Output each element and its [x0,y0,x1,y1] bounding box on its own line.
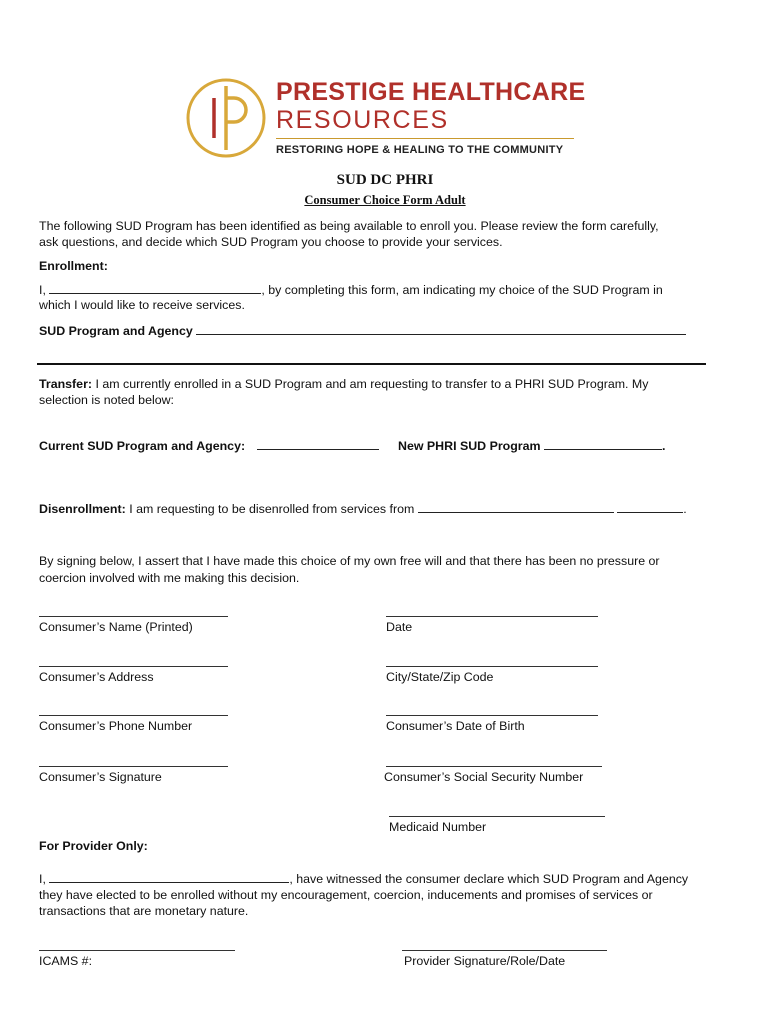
enrollment-statement [39,281,663,299]
form-title: SUD DC PHRI [336,172,434,188]
brand-name-line2: RESOURCES [276,106,449,134]
transfer-current-row [39,437,379,455]
brand-divider [276,138,574,139]
provider-signature-line[interactable] [402,950,607,951]
enrollment-i: I, [39,283,46,297]
disenrollment-heading: Disenrollment: [39,502,126,516]
consumer-dob-line[interactable] [386,715,598,716]
date-label: Date [386,620,413,634]
consumer-name-label: Consumer’s Name (Printed) [39,620,193,634]
consumer-address-label: Consumer’s Address [39,670,154,684]
consumer-address-line[interactable] [39,666,228,667]
enrollment-program-row [39,322,686,340]
brand-tagline: RESTORING HOPE & HEALING TO THE COMMUNITY [276,144,564,156]
provider-signature-label: Provider Signature/Role/Date [404,954,566,968]
consumer-signature-line[interactable] [39,766,228,767]
provider-text-line1: , have witnessed the consumer declare which SUD Program and Agency [289,872,689,886]
transfer-new-label: New PHRI SUD Program [398,439,541,453]
transfer-heading: Transfer: [39,377,93,391]
enrollment-heading: Enrollment: [39,259,108,273]
transfer-end-punct: . [661,439,666,453]
enrollment-text-line1: , by completing this form, am indicating my choice of the SUD Program in [261,283,663,297]
enrollment-name-field[interactable] [49,281,261,294]
form-subtitle: Consumer Choice Form Adult [304,193,466,207]
provider-i: I, [39,872,46,886]
transfer-new-field[interactable] [544,437,662,450]
date-line[interactable] [386,616,598,617]
provider-name-field[interactable] [49,870,289,883]
transfer-current-label: Current SUD Program and Agency: [39,439,246,453]
transfer-new-row [398,437,665,455]
city-state-zip-line[interactable] [386,666,598,667]
medicaid-number-label: Medicaid Number [389,820,487,834]
disenrollment-end-punct: . [683,502,687,516]
provider-statement [39,870,688,888]
enrollment-program-field[interactable] [196,322,686,335]
provider-heading: For Provider Only: [39,839,148,853]
disenrollment-program-field[interactable] [418,500,614,513]
disenrollment-text: I am requesting to be disenrolled from services from [125,502,415,516]
city-state-zip-label: City/State/Zip Code [386,670,494,684]
attestation-line2: coercion involved with me making this decision. [39,571,300,585]
medicaid-number-line[interactable] [389,816,605,817]
consumer-ssn-label: Consumer’s Social Security Number [384,770,584,784]
transfer-text-line1: I am currently enrolled in a SUD Program and am requesting to transfer to a PHRI SUD Program. My [92,377,649,391]
form-subtitle-wrap [0,193,770,208]
consumer-phone-label: Consumer’s Phone Number [39,719,193,733]
intro-line1: The following SUD Program has been identified as being available to enroll you. Please review the form carefully, [39,219,659,233]
consumer-phone-line[interactable] [39,715,228,716]
logo-monogram [184,76,268,160]
icams-label: ICAMS #: [39,954,93,968]
consumer-signature-label: Consumer’s Signature [39,770,162,784]
disenrollment-row [39,500,687,518]
transfer-line1 [39,376,648,393]
consumer-name-line[interactable] [39,616,228,617]
provider-text-line3: transactions that are monetary nature. [39,904,249,918]
enrollment-program-label: SUD Program and Agency [39,324,193,338]
section-divider [37,363,706,365]
logo-monogram-icon [184,76,268,160]
consumer-ssn-line[interactable] [386,766,602,767]
brand-name-line1: PRESTIGE HEALTHCARE [276,78,586,106]
consumer-dob-label: Consumer’s Date of Birth [386,719,525,733]
transfer-current-field[interactable] [257,437,379,450]
disenrollment-agency-field[interactable] [617,500,683,513]
transfer-text-line2: selection is noted below: [39,393,175,407]
icams-line[interactable] [39,950,235,951]
intro-line2: ask questions, and decide which SUD Program you choose to provide your services. [39,235,503,249]
provider-text-line2: they have elected to be enrolled without my encouragement, coercion, inducements and promises of services or [39,888,653,902]
enrollment-text-line2: which I would like to receive services. [39,298,245,312]
attestation-line1: By signing below, I assert that I have made this choice of my own free will and that there has been no pressure or [39,554,660,568]
